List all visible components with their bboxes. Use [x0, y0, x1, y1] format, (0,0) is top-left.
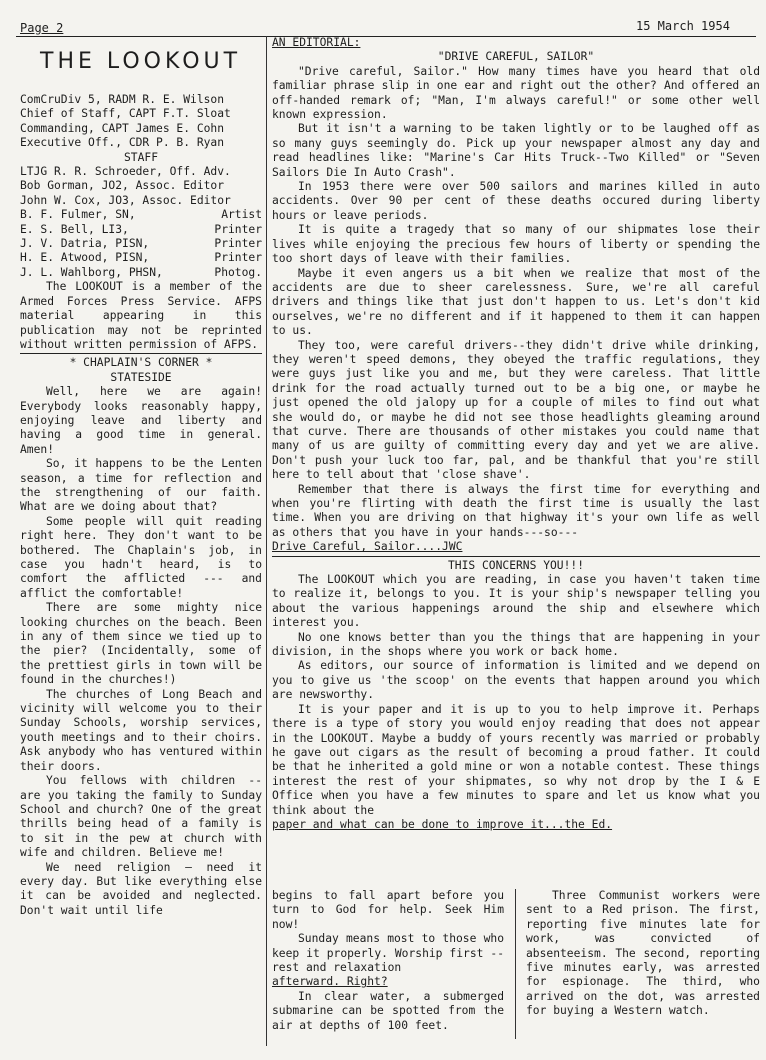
staff-name: J. V. Datria, PISN, — [20, 237, 150, 251]
staff-role: Artist — [221, 208, 262, 222]
chaplain-paragraph: You fellows with children -- are you taking the family to Sunday School and church? One of the great thrills being head of a family is to sit in the pew at church with wife and children. Believe me! — [20, 774, 262, 860]
staff-line — [20, 266, 262, 280]
chaplain-title: * CHAPLAIN'S CORNER * — [69, 356, 213, 370]
roster-line: Chief of Staff, CAPT F.T. Sloat — [20, 107, 231, 121]
left-column — [20, 50, 262, 918]
staff-name: H. E. Atwood, PISN, — [20, 251, 150, 265]
staff-role: Printer — [214, 222, 262, 236]
chaplain-paragraph: The churches of Long Beach and vicinity will welcome you to their Sunday Schools, worship services, youth meetings and to their choirs. Ask anybody who has ventured within their doors. — [20, 687, 262, 773]
editorial-paragraph: Maybe it even angers us a bit when we realize that most of the accidents are due to sheer carelessness. Sure, we're all careful drivers and things like that just don't happen to us. Let's don't kid ourselves, we're no different and if it happened to them it can happen to us. — [272, 266, 760, 338]
staff-name: John W. Cox, JO3, Assoc. Editor — [20, 193, 231, 207]
concerns-title: THIS CONCERNS YOU!!! — [447, 558, 585, 572]
concerns-paragraph: The LOOKOUT which you are reading, in case you haven't taken time to realize it, belongs to you. It is your ship's newspaper telling you about the various happenings around the ship and elsewhere which interest you. — [272, 573, 760, 630]
staff-heading: STAFF — [123, 150, 158, 164]
editorial-title: "DRIVE CAREFUL, SAILOR" — [437, 50, 595, 64]
roster-line: ComCruDiv 5, RADM R. E. Wilson — [20, 93, 225, 106]
chaplain-paragraph: Well, here we are again! Everybody looks reasonably happy, enjoying leave and liberty and having a good time in general. Amen! — [20, 385, 262, 456]
chaplain-paragraph: Some people will quit reading right here. They don't want to be bothered. The Chaplain's job, in case you hadn't heard, is to comfort the afflicted --- and afflict the comfortable! — [20, 514, 262, 600]
chaplain-subtitle: STATESIDE — [110, 370, 172, 384]
chaplain-continued-paragraph: begins to fall apart before you turn to God for help. Seek Him now! — [272, 889, 504, 931]
staff-line — [20, 251, 262, 265]
concerns-closing: paper and what can be done to improve it...the Ed. — [272, 817, 613, 831]
editorial-paragraph: In 1953 there were over 500 sailors and marines killed in auto accidents. Over 90 per cent of these deaths occured during liberty hours or leave periods. — [272, 180, 760, 222]
staff-role: Photog. — [214, 265, 262, 279]
submarine-filler: In clear water, a submerged submarine can be spotted from the air at depths of 100 feet. — [272, 989, 504, 1032]
editorial-paragraph: Remember that there is always the first time for everything and when you're flirting with death the first time is usually the last time. When you are driving on that highway it's your own life as well as others that you have in your hands---so--- — [272, 482, 760, 539]
chaplain-final-underlined: afterward. Right? — [272, 975, 388, 989]
chaplain-paragraph: There are some mighty nice looking churches on the beach. Been in any of them since we tied up to the pier? (Incidentally, some of the prettiest girls in town will be found in the churches!) — [20, 601, 262, 687]
editorial-paragraph: They too, were careful drivers--they didn't drive while drinking, they weren't speed demons, they obeyed the traffic regulations, they were guys just like you and me, but they were careless. That little drink for the road actually turned out to be a big one, or maybe he just opened the old jalopy up for a couple of miles to find out what she would do, or maybe he did not see those headlights gleaming around that curve. There are thousands of other mistakes you could name that many of us are guilty of committing every day and yet we are alive. Don't push your luck too far, pal, and be thankful that you're still here to tell about that 'close shave'. — [272, 338, 760, 482]
editorial-paragraph: "Drive careful, Sailor." How many times have you heard that old familiar phrase slip in one ear and right out the other? And offered an off-handed remark of; "Man, I'm always careful!" or some other well known expression. — [272, 64, 760, 122]
right-column — [272, 36, 760, 832]
page-number: Page 2 — [20, 21, 64, 35]
staff-line — [20, 208, 262, 222]
afps-note: The LOOKOUT is a member of the Armed Forces Press Service. AFPS material appearing in this publication may not be reprinted without written permission of AFPS. — [20, 280, 262, 351]
roster-line: Commanding, CAPT James E. Cohn — [20, 121, 225, 135]
staff-line — [20, 179, 262, 193]
chaplain-final-paragraph: Sunday means most to those who keep it properly. Worship first -- rest and relaxation — [272, 932, 504, 975]
column-rule — [266, 36, 267, 1046]
concerns-paragraph: No one knows better than you the things that are happening in your division, in the shops where you work or back home. — [272, 630, 760, 659]
staff-name: B. F. Fulmer, SN, — [20, 208, 136, 222]
roster — [20, 93, 262, 352]
editorial-label: AN EDITORIAL: — [272, 36, 361, 49]
concerns-paragraph: It is your paper and it is up to you to help improve it. Perhaps there is a type of story you would enjoy reading that does not appear in the LOOKOUT. Maybe a buddy of yours recently was married or probably he gave out cigars as the result of becoming a proud father. It could be that he inherited a gold mine or won a notable contest. These things interest the rest of your shipmates, so why not drop by the I & E Office when you have a few minutes to spare and let us know what you think about the — [272, 702, 760, 817]
issue-date: 15 March 1954 — [636, 19, 730, 33]
staff-line — [20, 237, 262, 251]
staff-name: E. S. Bell, LI3, — [20, 222, 129, 236]
staff-role: Printer — [214, 237, 262, 251]
communist-filler-box — [526, 889, 760, 1019]
chaplain-paragraph: So, it happens to be the Lenten season, a time for reflection and the strengthening of our faith. What are we doing about that? — [20, 457, 262, 514]
masthead-title: THE LOOKOUT — [40, 49, 242, 74]
chaplains-corner — [20, 356, 262, 918]
section-rule — [272, 556, 760, 557]
editorial-paragraph: But it isn't a warning to be taken lightly or to be laughed off as so many guys seemingly do. Pick up your newspaper almost any day and read headlines like: "Marine's Car Hits Truck--Two Killed" or "Seven Sailors Die In Auto Crash". — [272, 122, 760, 179]
editorial-paragraph: It is quite a tragedy that so many of our shipmates lose their lives while enjoying the precious few hours of liberty or spending the too short days of leave with their families. — [272, 223, 760, 266]
staff-name: LTJG R. R. Schroeder, Off. Adv. — [20, 165, 231, 179]
staff-line — [20, 194, 262, 208]
staff-name: J. L. Wahlborg, PHSN, — [20, 265, 163, 279]
section-rule — [20, 353, 262, 354]
staff-role: Printer — [214, 251, 262, 265]
bottom-column-rule — [515, 889, 516, 1039]
staff-line — [20, 165, 262, 179]
staff-name: Bob Gorman, JO2, Assoc. Editor — [20, 179, 225, 193]
staff-line — [20, 223, 262, 237]
chaplain-continued — [272, 889, 504, 1033]
communist-filler: Three Communist workers were sent to a Red prison. The first, reporting five minutes late for work, was convicted of absenteeism. The second, reporting five minutes early, was arrested for espionage. The third, who arrived on the dot, was arrested for buying a Western watch. — [526, 889, 760, 1018]
concerns-paragraph: As editors, our source of information is limited and we depend on you to give us 'the scoop' on the events that happen around you which are newsworthy. — [272, 659, 760, 702]
chaplain-paragraph: We need religion — need it every day. But like everything else it can be avoided and neglected. Don't wait until life — [20, 860, 262, 917]
editorial-signoff: Drive Careful, Sailor....JWC — [272, 540, 463, 554]
roster-line: Executive Off., CDR P. B. Ryan — [20, 136, 225, 150]
